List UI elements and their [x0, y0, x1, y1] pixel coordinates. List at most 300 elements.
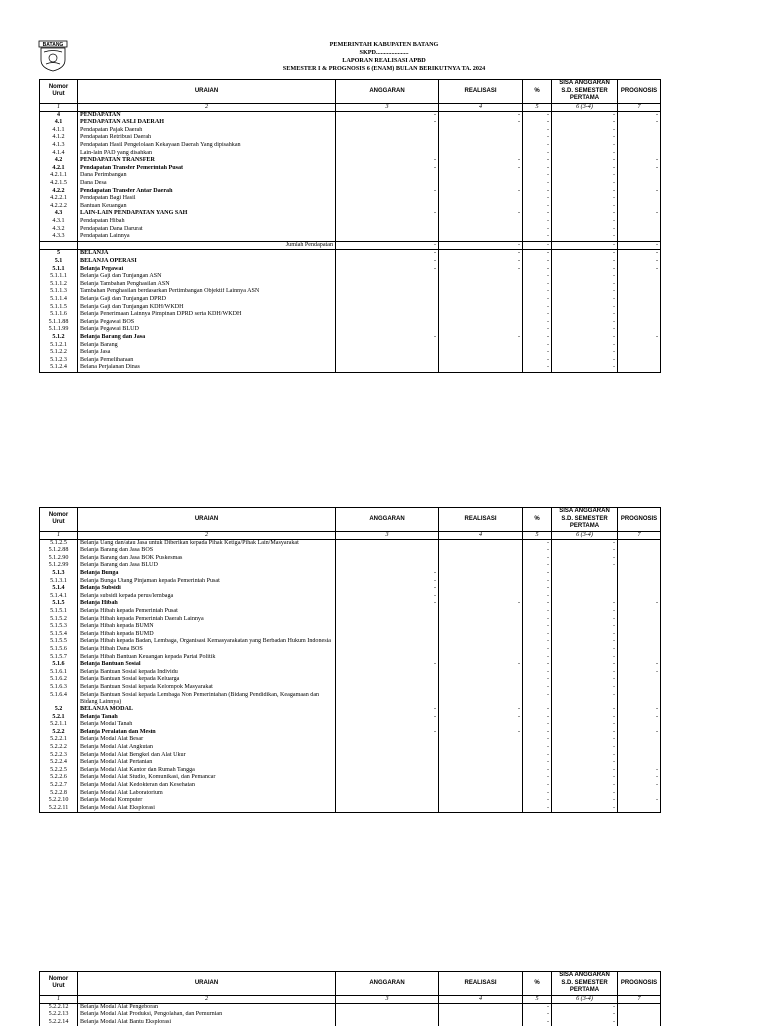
row-realisasi	[439, 180, 523, 188]
table-row	[40, 729, 661, 737]
row-realisasi	[439, 127, 523, 135]
table-row	[40, 721, 661, 729]
table-row	[40, 736, 661, 744]
row-anggaran: -	[336, 119, 439, 127]
row-anggaran: -	[336, 585, 439, 593]
header-uraian: URAIAN	[78, 972, 336, 996]
row-realisasi	[439, 172, 523, 180]
row-prognosis: -	[618, 241, 661, 250]
header-line-2: SKPD.....................	[359, 49, 409, 56]
row-sisa: -	[552, 226, 618, 234]
row-prognosis	[618, 1011, 661, 1019]
row-number: 5.1.1.3	[40, 288, 78, 296]
header-line-3: LAPORAN REALISASI APBD	[342, 57, 426, 64]
row-sisa: -	[552, 157, 618, 165]
row-number: 5.1.2.90	[40, 555, 78, 563]
table-row	[40, 210, 661, 218]
row-anggaran	[336, 774, 439, 782]
row-anggaran	[336, 226, 439, 234]
table-row	[40, 759, 661, 767]
row-prognosis	[618, 319, 661, 327]
row-uraian: Belanja Subsidi	[78, 585, 336, 593]
row-sisa: -	[552, 111, 618, 119]
row-uraian: Belanja Modal Alat Eksplorasi	[78, 805, 336, 813]
table-row	[40, 631, 661, 639]
row-number: 5.2.2.11	[40, 805, 78, 813]
row-prognosis	[618, 142, 661, 150]
row-persen: -	[523, 210, 552, 218]
row-number: 4.1.3	[40, 142, 78, 150]
row-uraian: Belanja Modal Alat Pertanian	[78, 759, 336, 767]
row-prognosis	[618, 226, 661, 234]
row-prognosis	[618, 684, 661, 692]
row-prognosis	[618, 233, 661, 241]
row-realisasi	[439, 654, 523, 662]
row-anggaran: -	[336, 578, 439, 586]
row-realisasi	[439, 296, 523, 304]
row-uraian: Dana Desa	[78, 180, 336, 188]
row-anggaran	[336, 281, 439, 289]
column-index: 3	[336, 103, 439, 111]
row-sisa: -	[552, 250, 618, 258]
row-sisa: -	[552, 258, 618, 266]
row-prognosis	[618, 570, 661, 578]
row-anggaran	[336, 752, 439, 760]
row-uraian: Belanja Barang dan Jasa BOK Puskesmas	[78, 555, 336, 563]
row-persen: -	[523, 692, 552, 706]
row-number: 5.1.3.1	[40, 578, 78, 586]
row-persen: -	[523, 296, 552, 304]
row-number: 5.1.2.99	[40, 562, 78, 570]
row-prognosis: -	[618, 669, 661, 677]
row-sisa: -	[552, 241, 618, 250]
table-row	[40, 782, 661, 790]
row-persen: -	[523, 288, 552, 296]
row-number	[40, 241, 78, 250]
row-prognosis: -	[618, 165, 661, 173]
row-prognosis	[618, 790, 661, 798]
row-realisasi	[439, 150, 523, 158]
table-row	[40, 623, 661, 631]
row-uraian: Pendapatan Retribusi Daerah	[78, 134, 336, 142]
row-anggaran	[336, 547, 439, 555]
row-number: 4.2.1.5	[40, 180, 78, 188]
row-prognosis: -	[618, 714, 661, 722]
row-realisasi	[439, 759, 523, 767]
table-row	[40, 654, 661, 662]
row-realisasi	[439, 1011, 523, 1019]
table-row	[40, 319, 661, 327]
row-number: 5	[40, 250, 78, 258]
row-anggaran	[336, 759, 439, 767]
table-row	[40, 790, 661, 798]
row-persen: -	[523, 311, 552, 319]
row-number: 4.2	[40, 157, 78, 165]
row-persen: -	[523, 562, 552, 570]
row-realisasi	[439, 233, 523, 241]
row-prognosis	[618, 555, 661, 563]
row-sisa: -	[552, 790, 618, 798]
row-anggaran: -	[336, 714, 439, 722]
row-realisasi: -	[439, 334, 523, 342]
header-nomor-urut: Nomor Urut	[40, 972, 78, 996]
column-index: 6 (3-4)	[552, 531, 618, 539]
row-persen: -	[523, 364, 552, 372]
row-realisasi	[439, 319, 523, 327]
column-index: 5	[523, 103, 552, 111]
row-prognosis	[618, 364, 661, 372]
row-uraian: Pendapatan Transfer Antar Daerah	[78, 188, 336, 196]
row-prognosis	[618, 342, 661, 350]
row-realisasi	[439, 593, 523, 601]
row-realisasi	[439, 721, 523, 729]
report-header	[0, 41, 768, 73]
row-number: 4.3	[40, 210, 78, 218]
row-sisa: -	[552, 631, 618, 639]
row-sisa: -	[552, 616, 618, 624]
row-number: 5.1.2.4	[40, 364, 78, 372]
row-persen: -	[523, 600, 552, 608]
row-uraian: Belanja Modal Alat Pengeboran	[78, 1003, 336, 1011]
row-persen: -	[523, 165, 552, 173]
row-anggaran	[336, 797, 439, 805]
row-realisasi	[439, 790, 523, 798]
row-sisa: -	[552, 266, 618, 274]
row-anggaran	[336, 669, 439, 677]
row-realisasi	[439, 364, 523, 372]
row-number: 4.2.2.2	[40, 203, 78, 211]
row-persen: -	[523, 767, 552, 775]
row-realisasi	[439, 578, 523, 586]
row-sisa: -	[552, 759, 618, 767]
row-sisa: -	[552, 669, 618, 677]
row-number: 5.1.1	[40, 266, 78, 274]
table-row	[40, 349, 661, 357]
row-uraian: Belanja Penerimaan Lainnya Pimpinan DPRD serta KDH/WKDH	[78, 311, 336, 319]
row-sisa: -	[552, 172, 618, 180]
row-uraian: PENDAPATAN ASLI DAERAH	[78, 119, 336, 127]
row-number: 5.1.1.2	[40, 281, 78, 289]
row-prognosis	[618, 273, 661, 281]
column-index-row	[40, 995, 661, 1003]
row-prognosis	[618, 805, 661, 813]
row-prognosis	[618, 736, 661, 744]
row-persen: -	[523, 774, 552, 782]
row-realisasi	[439, 273, 523, 281]
row-sisa: -	[552, 188, 618, 196]
row-anggaran: -	[336, 593, 439, 601]
row-number: 5.2.2.6	[40, 774, 78, 782]
report-table	[39, 507, 661, 813]
row-number: 5.1.1.6	[40, 311, 78, 319]
table-header-row	[40, 80, 661, 104]
table-row	[40, 357, 661, 365]
row-persen: -	[523, 326, 552, 334]
header-prognosis: PROGNOSIS	[618, 508, 661, 532]
row-prognosis	[618, 585, 661, 593]
column-index: 1	[40, 103, 78, 111]
row-realisasi	[439, 774, 523, 782]
row-realisasi: -	[439, 661, 523, 669]
row-anggaran: -	[336, 210, 439, 218]
row-persen: -	[523, 752, 552, 760]
row-persen: -	[523, 631, 552, 639]
row-realisasi: -	[439, 706, 523, 714]
row-persen: -	[523, 547, 552, 555]
row-persen: -	[523, 127, 552, 135]
column-index: 7	[618, 103, 661, 111]
table-row	[40, 600, 661, 608]
table-row	[40, 226, 661, 234]
column-index: 2	[78, 531, 336, 539]
row-number: 5.2.2.13	[40, 1011, 78, 1019]
row-uraian: Belanja Hibah kepada BUMD	[78, 631, 336, 639]
row-persen: -	[523, 684, 552, 692]
row-anggaran	[336, 616, 439, 624]
row-sisa: -	[552, 1019, 618, 1026]
row-prognosis	[618, 1003, 661, 1011]
row-prognosis	[618, 172, 661, 180]
row-persen: -	[523, 119, 552, 127]
row-prognosis	[618, 721, 661, 729]
row-realisasi	[439, 203, 523, 211]
row-number: 5.1.3	[40, 570, 78, 578]
row-number: 5.1	[40, 258, 78, 266]
row-realisasi	[439, 676, 523, 684]
header-anggaran: ANGGARAN	[336, 508, 439, 532]
row-number: 5.1.1.4	[40, 296, 78, 304]
row-number: 4.3.2	[40, 226, 78, 234]
row-realisasi: -	[439, 714, 523, 722]
table-row	[40, 797, 661, 805]
row-uraian: Belanja Gaji dan Tunjangan DPRD	[78, 296, 336, 304]
row-realisasi	[439, 631, 523, 639]
table-row	[40, 539, 661, 547]
row-persen: -	[523, 570, 552, 578]
row-realisasi	[439, 547, 523, 555]
table-row	[40, 616, 661, 624]
table-row	[40, 547, 661, 555]
row-number: 5.2.2.10	[40, 797, 78, 805]
row-persen: -	[523, 281, 552, 289]
table-row	[40, 157, 661, 165]
row-persen: -	[523, 593, 552, 601]
table-row	[40, 744, 661, 752]
row-sisa	[552, 578, 618, 586]
row-prognosis: -	[618, 797, 661, 805]
row-anggaran: -	[336, 334, 439, 342]
row-number: 5.1.5	[40, 600, 78, 608]
row-prognosis	[618, 180, 661, 188]
row-sisa: -	[552, 684, 618, 692]
row-prognosis: -	[618, 334, 661, 342]
row-prognosis	[618, 638, 661, 646]
row-uraian: Belanja Hibah	[78, 600, 336, 608]
row-anggaran	[336, 623, 439, 631]
row-prognosis: -	[618, 767, 661, 775]
column-index: 1	[40, 995, 78, 1003]
row-number: 5.1.4	[40, 585, 78, 593]
row-sisa: -	[552, 555, 618, 563]
row-realisasi	[439, 638, 523, 646]
row-realisasi	[439, 646, 523, 654]
table-row	[40, 233, 661, 241]
header-realisasi: REALISASI	[439, 80, 523, 104]
row-anggaran: -	[336, 661, 439, 669]
header-nomor-urut: Nomor Urut	[40, 508, 78, 532]
table-row	[40, 142, 661, 150]
row-sisa: -	[552, 805, 618, 813]
row-number: 5.1.5.4	[40, 631, 78, 639]
row-realisasi	[439, 616, 523, 624]
row-anggaran	[336, 1019, 439, 1026]
row-persen: -	[523, 805, 552, 813]
row-anggaran	[336, 646, 439, 654]
row-sisa	[552, 570, 618, 578]
row-anggaran	[336, 296, 439, 304]
row-prognosis	[618, 676, 661, 684]
row-uraian: Belanja Barang	[78, 342, 336, 350]
row-persen: -	[523, 111, 552, 119]
row-prognosis	[618, 744, 661, 752]
row-uraian: Belanja Modal Alat Kedokteran dan Kesehatan	[78, 782, 336, 790]
row-uraian: Belanja Peralatan dan Mesin	[78, 729, 336, 737]
row-prognosis: -	[618, 706, 661, 714]
table-row	[40, 638, 661, 646]
report-table	[39, 79, 661, 373]
row-number: 5.2.2.7	[40, 782, 78, 790]
row-realisasi	[439, 142, 523, 150]
row-prognosis: -	[618, 111, 661, 119]
column-index: 2	[78, 103, 336, 111]
row-realisasi: -	[439, 157, 523, 165]
row-number: 5.2.2.4	[40, 759, 78, 767]
row-anggaran	[336, 142, 439, 150]
column-index: 5	[523, 995, 552, 1003]
row-uraian: Pendapatan Dana Darurat	[78, 226, 336, 234]
row-persen: -	[523, 676, 552, 684]
header-realisasi: REALISASI	[439, 972, 523, 996]
header-line-4: SEMESTER I & PROGNOSIS 6 (ENAM) BULAN BERIKUTNYA TA. 2024	[282, 65, 486, 72]
row-persen: -	[523, 250, 552, 258]
row-uraian: Belanja Tambahan Penghasilan ASN	[78, 281, 336, 289]
row-uraian: BELANJA OPERASI	[78, 258, 336, 266]
row-persen: -	[523, 334, 552, 342]
row-persen: -	[523, 578, 552, 586]
row-uraian: LAIN-LAIN PENDAPATAN YANG SAH	[78, 210, 336, 218]
row-persen: -	[523, 790, 552, 798]
row-number: 5.1.5.6	[40, 646, 78, 654]
row-sisa: -	[552, 119, 618, 127]
row-realisasi	[439, 357, 523, 365]
row-anggaran	[336, 562, 439, 570]
row-number: 5.1.2.1	[40, 342, 78, 350]
column-index: 7	[618, 531, 661, 539]
row-realisasi	[439, 570, 523, 578]
row-sisa: -	[552, 142, 618, 150]
row-prognosis	[618, 349, 661, 357]
row-uraian: PENDAPATAN	[78, 111, 336, 119]
row-prognosis	[618, 593, 661, 601]
row-uraian: Belanja Bantuan Sosial kepada Individu	[78, 669, 336, 677]
row-sisa: -	[552, 797, 618, 805]
row-uraian: Belanja Modal Alat Bengkel dan Alat Ukur	[78, 752, 336, 760]
row-uraian: Belanja Hibah kepada Pemerintah Daerah Lainnya	[78, 616, 336, 624]
column-index: 3	[336, 995, 439, 1003]
row-anggaran	[336, 134, 439, 142]
row-uraian: Belanja Barang dan Jasa BOS	[78, 547, 336, 555]
row-prognosis: -	[618, 157, 661, 165]
row-realisasi: -	[439, 188, 523, 196]
row-realisasi	[439, 797, 523, 805]
row-persen: -	[523, 623, 552, 631]
row-realisasi	[439, 342, 523, 350]
row-sisa: -	[552, 782, 618, 790]
row-uraian: Belanja Pemeliharaan	[78, 357, 336, 365]
table-row	[40, 172, 661, 180]
row-number: 4.1.2	[40, 134, 78, 142]
row-sisa: -	[552, 638, 618, 646]
row-realisasi	[439, 304, 523, 312]
row-realisasi	[439, 805, 523, 813]
row-prognosis	[618, 646, 661, 654]
row-number: 5.2.1.1	[40, 721, 78, 729]
row-sisa: -	[552, 721, 618, 729]
row-sisa: -	[552, 744, 618, 752]
row-realisasi	[439, 1019, 523, 1026]
row-number: 5.2.2.2	[40, 744, 78, 752]
row-realisasi: -	[439, 119, 523, 127]
row-number: 4.2.2	[40, 188, 78, 196]
row-uraian: Belanja Uang dan/atau Jasa untuk Diberikan kepada Pihak Ketiga/Pihak Lain/Masyarakat	[78, 539, 336, 547]
row-uraian: Belanja Gaji dan Tunjangan KDH/WKDH	[78, 304, 336, 312]
row-anggaran: -	[336, 241, 439, 250]
row-uraian: Belanja Modal Alat Produksi, Pengolahan, dan Pemurnian	[78, 1011, 336, 1019]
row-sisa: -	[552, 706, 618, 714]
row-realisasi	[439, 288, 523, 296]
row-uraian: Belana Perjalanan Dinas	[78, 364, 336, 372]
row-prognosis	[618, 654, 661, 662]
row-sisa: -	[552, 364, 618, 372]
row-sisa: -	[552, 134, 618, 142]
row-number: 5.1.2.5	[40, 539, 78, 547]
row-uraian: Pendapatan Bagi Hasil	[78, 195, 336, 203]
row-anggaran	[336, 195, 439, 203]
column-index: 6 (3-4)	[552, 103, 618, 111]
row-anggaran	[336, 790, 439, 798]
row-prognosis	[618, 304, 661, 312]
row-anggaran: -	[336, 570, 439, 578]
row-prognosis: -	[618, 266, 661, 274]
row-realisasi	[439, 585, 523, 593]
row-persen: -	[523, 142, 552, 150]
header-sisa-anggaran: SISA ANGGARAN S.D. SEMESTER PERTAMA	[552, 80, 618, 104]
row-anggaran: -	[336, 111, 439, 119]
row-prognosis	[618, 752, 661, 760]
row-anggaran	[336, 218, 439, 226]
header-anggaran: ANGGARAN	[336, 972, 439, 996]
row-realisasi: -	[439, 165, 523, 173]
row-sisa: -	[552, 562, 618, 570]
row-persen: -	[523, 180, 552, 188]
table-row	[40, 1019, 661, 1026]
row-realisasi	[439, 562, 523, 570]
row-realisasi	[439, 608, 523, 616]
row-sisa: -	[552, 767, 618, 775]
row-number: 5.1.6.2	[40, 676, 78, 684]
row-number: 4.3.1	[40, 218, 78, 226]
column-index: 1	[40, 531, 78, 539]
